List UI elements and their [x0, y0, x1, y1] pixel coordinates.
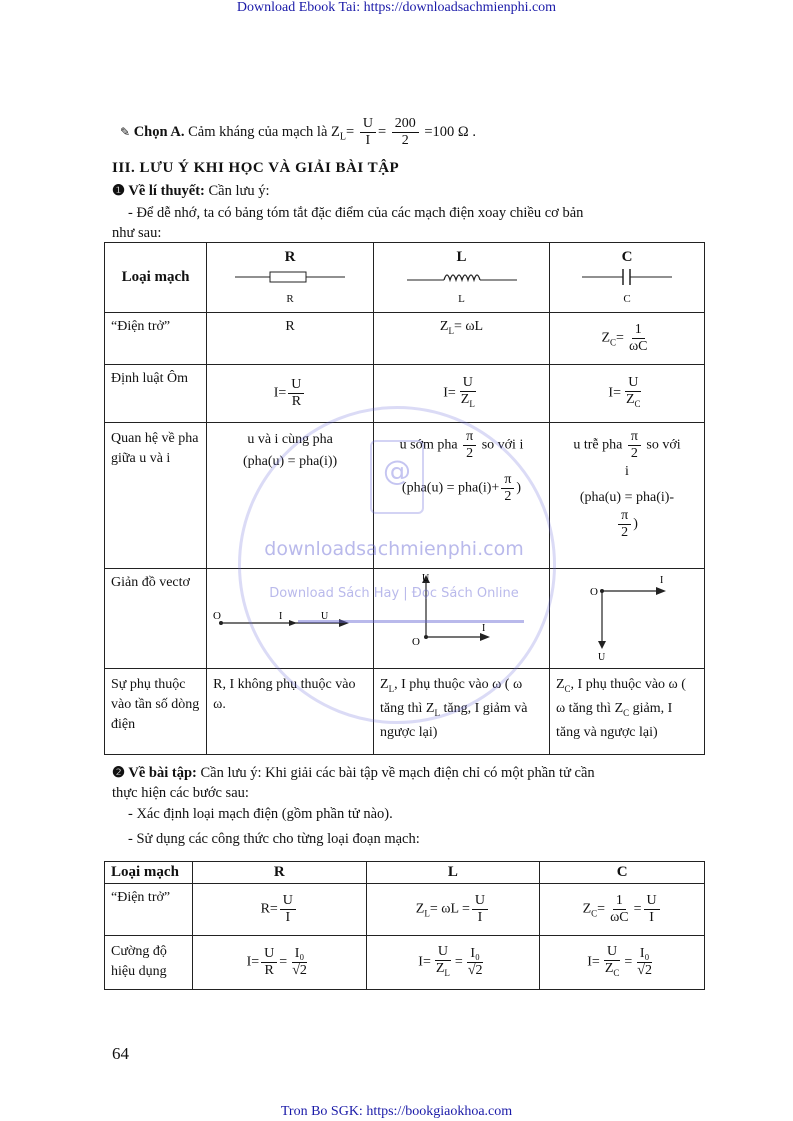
frac-den: ωC — [628, 339, 648, 354]
den-sub: L — [444, 967, 450, 978]
frac-den: 2 — [630, 446, 638, 461]
cell — [366, 936, 540, 990]
symbol-label: R — [286, 293, 294, 305]
frac — [472, 893, 488, 926]
phase-text: (pha(u) = pha(i)+ — [401, 480, 500, 496]
pencil-icon: ✎ — [120, 124, 131, 139]
cell — [540, 936, 705, 990]
phase-text: ) — [633, 516, 638, 532]
voltage-label: U — [321, 611, 329, 622]
frac — [288, 377, 304, 410]
frac-num: I₀ — [292, 946, 308, 963]
answer-choice: Chọn A. — [133, 123, 185, 140]
table-row — [105, 884, 705, 936]
origin-label: O — [412, 636, 420, 648]
phase-line — [556, 508, 698, 541]
cell — [366, 884, 540, 936]
frac-num: U — [261, 946, 277, 963]
sub: L — [424, 908, 430, 919]
theory-text: Cần lưu ý: — [204, 183, 270, 199]
theory-heading — [112, 181, 270, 201]
sub: C — [591, 908, 598, 919]
frac-num: U — [360, 116, 376, 133]
current-label: I — [659, 575, 664, 586]
answer-frac-1 — [360, 116, 376, 149]
phase-line — [556, 429, 698, 462]
frac-num: 1 — [613, 893, 626, 910]
row-label: Quan hệ về pha giữa u và i — [105, 423, 207, 569]
frac-num: U — [604, 944, 620, 961]
origin-label: O — [589, 586, 598, 598]
frac-num: U — [472, 893, 488, 910]
z-symbol: Z — [439, 319, 449, 334]
cell — [374, 313, 550, 365]
freq-sub: L — [434, 707, 440, 718]
exercise-text: Cần lưu ý: Khi giải các bài tập về mạch điện chỉ có một phần tử cần — [196, 765, 595, 781]
row-label: Giản đồ vectơ — [105, 569, 207, 669]
top-download-link[interactable]: Download Ebook Tai: https://downloadsachmienphi.com — [236, 0, 557, 15]
frac — [280, 893, 296, 926]
frac-den: 2 — [466, 446, 474, 461]
lhs: I= — [443, 385, 456, 401]
phase-line: (pha(u) = pha(i)) — [242, 454, 338, 469]
col-l — [374, 243, 550, 313]
den-sub: C — [634, 398, 641, 409]
theory-line-1: - Để dễ nhớ, ta có bảng tóm tắt đặc điểm của các mạch điện xoay chiều cơ bản — [128, 205, 584, 221]
frac — [628, 429, 641, 462]
den-z: Z — [435, 961, 445, 977]
frac-den — [433, 961, 453, 981]
cell — [540, 884, 705, 936]
row-label: Sự phụ thuộc vào tần số dòng điện — [105, 669, 207, 755]
mid: = ωL = — [429, 901, 470, 917]
watermark-bar — [298, 620, 524, 623]
frac-den: √2 — [637, 962, 652, 978]
row-label: “Điện trở” — [105, 884, 193, 936]
frac-num: π — [501, 472, 514, 489]
frac — [607, 893, 632, 926]
header-cell: Loại mạch — [105, 862, 193, 884]
frac-den: I — [477, 910, 483, 925]
frac-num: 1 — [632, 322, 645, 339]
freq-sub: L — [388, 683, 395, 694]
origin-label: O — [213, 610, 222, 622]
current-label: I — [482, 623, 486, 634]
freq-text: giảm, I tăng và ngược lại) — [555, 700, 673, 740]
frac-num: π — [618, 508, 631, 525]
inductor-icon — [402, 266, 522, 288]
exercise-label: ❷ Về bài tập: — [112, 765, 197, 781]
frac-num: U — [280, 893, 296, 910]
frac — [623, 375, 644, 412]
freq-sub: C — [623, 707, 630, 718]
den-sub: C — [613, 967, 620, 978]
phase-text: so với — [646, 437, 681, 453]
bottom-sgk-link[interactable]: Tron Bo SGK: https://bookgiaokhoa.com — [280, 1104, 513, 1119]
cell: R — [207, 313, 374, 365]
mid: = — [597, 901, 606, 917]
frac — [261, 946, 277, 979]
eq: = — [279, 954, 288, 970]
header-cell: R — [192, 862, 366, 884]
freq-text: , I phụ thuộc vào ω ( ω tăng thì Z — [555, 677, 686, 716]
frac-den: I — [365, 133, 371, 148]
phase-text: ) — [516, 480, 522, 496]
at-icon: @ — [383, 454, 411, 487]
frac-num: U — [625, 375, 641, 392]
lhs: I= — [587, 954, 600, 970]
row-label: “Điện trở” — [105, 313, 207, 365]
lhs: Z — [582, 901, 592, 917]
frac-den: R — [291, 394, 302, 409]
table-row — [105, 313, 705, 365]
answer-result: =100 Ω . — [424, 123, 476, 140]
z-sub: L — [448, 325, 454, 336]
frac-den — [623, 392, 644, 412]
formula-table — [104, 861, 705, 990]
header-cell: L — [366, 862, 540, 884]
eq: = — [616, 330, 624, 346]
exercise-line-2: thực hiện các bước sau: — [112, 785, 249, 801]
frac-den: √2 — [467, 962, 483, 978]
watermark-slogan: Download Sách Hay | Đọc Sách Online — [269, 586, 519, 601]
freq-z: Z — [555, 677, 565, 692]
frac-num: I₀ — [637, 946, 653, 963]
frac — [634, 946, 655, 979]
theory-label: ❶ Về lí thuyết: — [112, 183, 205, 199]
frac — [644, 893, 660, 926]
cell — [549, 365, 704, 423]
frac — [289, 946, 310, 979]
den-z: Z — [460, 392, 470, 408]
voltage-label: U — [422, 573, 430, 584]
row-label: Định luật Ôm — [105, 365, 207, 423]
exercise-heading — [112, 763, 712, 783]
voltage-label: U — [597, 652, 606, 661]
frac — [465, 946, 486, 979]
cell — [549, 669, 704, 755]
vector-diagram-c — [552, 571, 702, 661]
phase-line: (pha(u) = pha(i)- — [579, 490, 675, 505]
row-label: Cường độ hiệu dụng — [105, 936, 193, 990]
eq: = — [633, 901, 642, 917]
z-symbol: Z — [601, 330, 611, 346]
col-header: R — [284, 249, 296, 265]
lhs: I= — [608, 385, 621, 401]
frac — [618, 508, 631, 541]
cell — [549, 423, 704, 569]
frac-num: U — [435, 944, 451, 961]
freq-z: Z — [380, 677, 389, 692]
row-label: Loại mạch — [105, 243, 207, 313]
answer-eq: = — [346, 123, 355, 140]
frac-den: √2 — [292, 963, 307, 978]
symbol-label: C — [623, 293, 631, 305]
den-sub: L — [469, 398, 475, 409]
frac-den — [602, 961, 623, 981]
answer-sub: L — [339, 131, 346, 143]
cell — [192, 884, 366, 936]
capacitor-icon — [577, 266, 677, 288]
z-rest: = ωL — [453, 319, 484, 334]
freq-sub: C — [564, 683, 571, 694]
exercise-step-1: - Xác định loại mạch điện (gồm phần tử nào). — [128, 806, 393, 822]
table-row — [105, 936, 705, 990]
header-cell: C — [540, 862, 705, 884]
frac — [458, 375, 478, 412]
col-r — [207, 243, 374, 313]
watermark-site: downloadsachmienphi.com — [264, 538, 524, 560]
col-header: L — [456, 249, 467, 265]
frac-num: π — [628, 429, 641, 446]
frac-den: 2 — [621, 525, 629, 540]
answer-text: Cảm kháng của mạch là Z — [188, 123, 340, 140]
lhs: R= — [260, 901, 278, 917]
cell — [192, 936, 366, 990]
table-row — [105, 862, 705, 884]
frac-den: 2 — [504, 489, 512, 504]
freq-text: , I phụ thuộc vào ω ( ω tăng thì Z — [380, 677, 523, 716]
page-number: 64 — [112, 1044, 129, 1063]
col-header: C — [621, 249, 633, 265]
phase-text: so với i — [481, 437, 524, 453]
eq: = — [624, 954, 633, 970]
frac-den: ωC — [610, 910, 629, 925]
theory-line-2: như sau: — [112, 225, 162, 241]
answer-line: ✎ Chọn A. Cảm kháng của mạch là $Z_L=$ $\frac{U}{I}$ = $\frac{200}{2}$ =100 Ω . — [120, 116, 476, 148]
lhs: Z — [415, 901, 425, 917]
den-z: Z — [625, 392, 635, 408]
frac-den: I — [649, 910, 654, 925]
col-c — [549, 243, 704, 313]
freq-text: tăng, I giảm và ngược lại) — [380, 700, 528, 740]
lhs: I= — [246, 954, 260, 970]
frac-den: 2 — [401, 133, 409, 148]
frac-num: I₀ — [467, 946, 483, 963]
frac — [602, 944, 623, 981]
frac-den: R — [264, 963, 274, 978]
cell: R, I không phụ thuộc vào ω. — [207, 669, 374, 755]
frac — [626, 322, 651, 355]
phase-line: i — [625, 464, 629, 479]
eq: = — [454, 954, 463, 970]
cell — [549, 313, 704, 365]
section-title: III. LƯU Ý KHI HỌC VÀ GIẢI BÀI TẬP — [112, 160, 400, 176]
frac-num: U — [460, 375, 476, 392]
frac-num: π — [463, 429, 476, 446]
frac — [433, 944, 453, 981]
frac-num: U — [644, 893, 660, 910]
answer-frac-2 — [392, 116, 419, 149]
phase-text: u sớm pha — [399, 437, 458, 453]
current-label: I — [279, 611, 283, 622]
lhs: I= — [273, 385, 287, 401]
exercise-step-2: - Sử dụng các công thức cho từng loại đoạn mạch: — [128, 831, 420, 847]
phase-text: u trễ pha — [573, 437, 623, 453]
frac-den: I — [285, 910, 291, 925]
z-sub: C — [610, 337, 617, 348]
phase-line: u và i cùng pha — [247, 432, 333, 447]
cell — [549, 569, 704, 669]
frac-num: 200 — [392, 116, 419, 133]
frac-den — [458, 392, 478, 412]
resistor-icon — [230, 266, 350, 288]
symbol-label: L — [458, 293, 465, 305]
table-row — [105, 243, 705, 313]
frac-num: U — [288, 377, 304, 394]
lhs: I= — [418, 954, 431, 970]
den-z: Z — [604, 961, 614, 977]
